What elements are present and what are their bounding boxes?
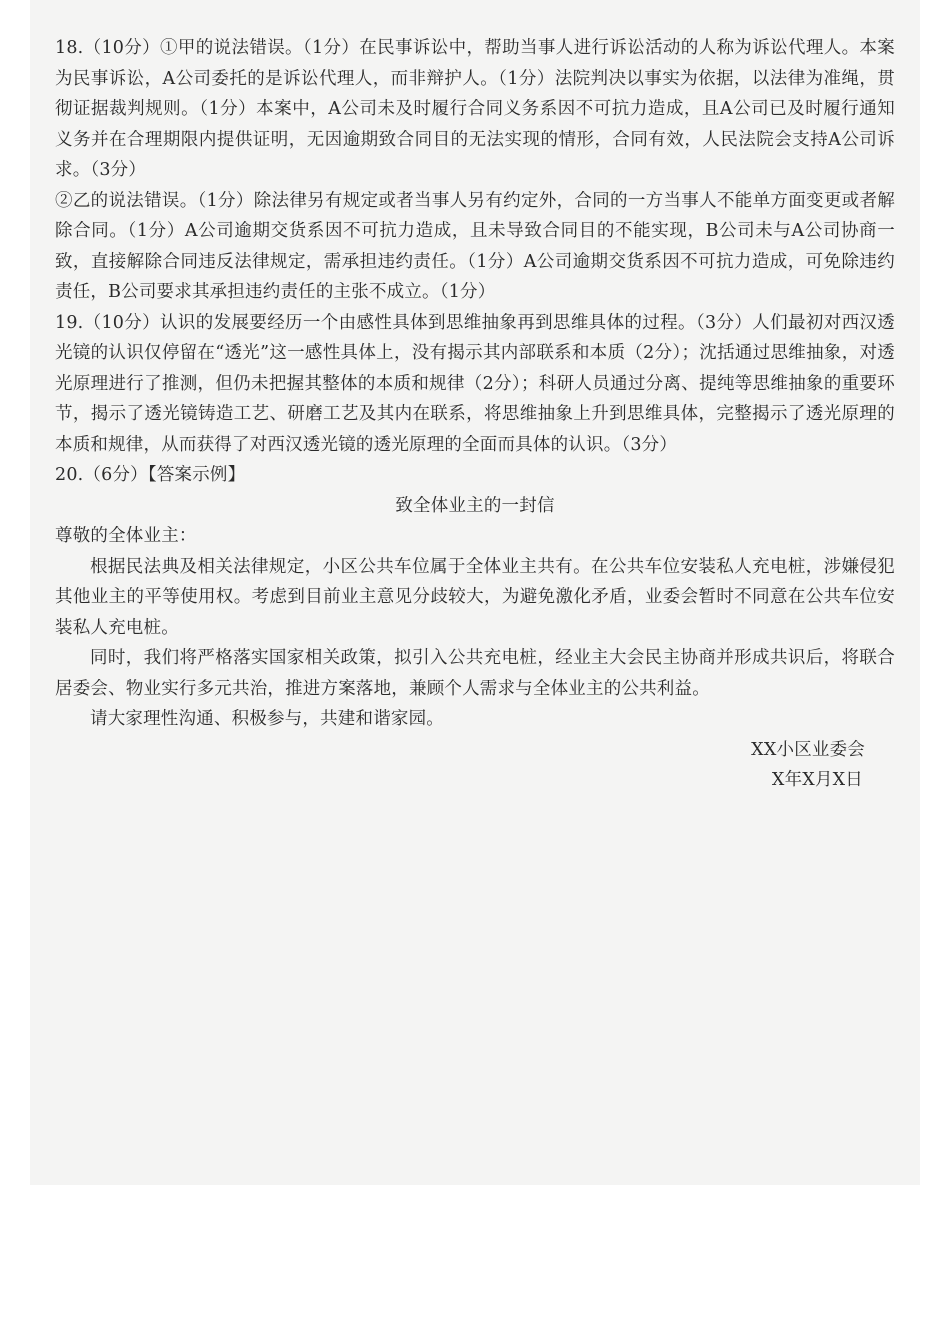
letter-body-2: 同时，我们将严格落实国家相关政策，拟引入公共充电桩，经业主大会民主协商并形成共识后，将联合居委会、物业实行多元共治，推进方案落地，兼顾个人需求与全体业主的公共利益。 xyxy=(55,648,895,699)
q20-heading: 20.（6分）【答案示例】 xyxy=(55,465,246,485)
q18-part2: ②乙的说法错误。（1分）除法律另有规定或者当事人另有约定外，合同的一方当事人不能单方面变更或者解除合同。（1分）A公司逾期交货系因不可抗力造成，且未导致合同目的不能实现，B公司未与A公司协商一致，直接解除合同违反法律规定，需承担违约责任。（1分）A公司逾期交货系因不可抗力造成，可免除违约责任，B公司要求其承担违约责任的主张不成立。（1分） xyxy=(55,190,895,302)
q18-part1: 18.（10分）①甲的说法错误。（1分）在民事诉讼中，帮助当事人进行诉讼活动的人称为诉讼代理人。本案为民事诉讼，A公司委托的是诉讼代理人，而非辩护人。（1分）法院判决以事实为依据，以法律为准绳，贯彻证据裁判规则。（1分）本案中，A公司未及时履行合同义务系因不可抗力造成，且A公司已及时履行通知义务并在合理期限内提供证明，无因逾期致合同目的无法实现的情形，合同有效，人民法院会支持A公司诉求。（3分） xyxy=(55,38,895,180)
letter-signature: XX小区业委会 xyxy=(751,739,865,760)
q19-answer: 19.（10分）认识的发展要经历一个由感性具体到思维抽象再到思维具体的过程。（3分）人们最初对西汉透光镜的认识仅停留在“透光”这一感性具体上，没有揭示其内部联系和本质（2分）；沈括通过思维抽象，对透光原理进行了推测，但仍未把握其整体的本质和规律（2分）；科研人员通过分离、提纯等思维抽象的重要环节，揭示了透光镜铸造工艺、研磨工艺及其内在联系，将思维抽象上升到思维具体，完整揭示了透光原理的本质和规律，从而获得了对西汉透光镜的透光原理的全面而具体的认识。（3分） xyxy=(55,312,895,455)
letter-body-3: 请大家理性沟通、积极参与，共建和谐家园。 xyxy=(90,709,444,729)
letter-title: 致全体业主的一封信 xyxy=(395,495,555,516)
answer-content xyxy=(55,33,895,796)
letter-salutation: 尊敬的全体业主： xyxy=(55,526,197,546)
letter-date: X年X月X日 xyxy=(771,770,863,790)
letter-body-1: 根据民法典及相关法律规定，小区公共车位属于全体业主共有。在公共车位安装私人充电桩，涉嫌侵犯其他业主的平等使用权。考虑到目前业主意见分歧较大，为避免激化矛盾，业委会暂时不同意在公共车位安装私人充电桩。 xyxy=(55,556,895,638)
